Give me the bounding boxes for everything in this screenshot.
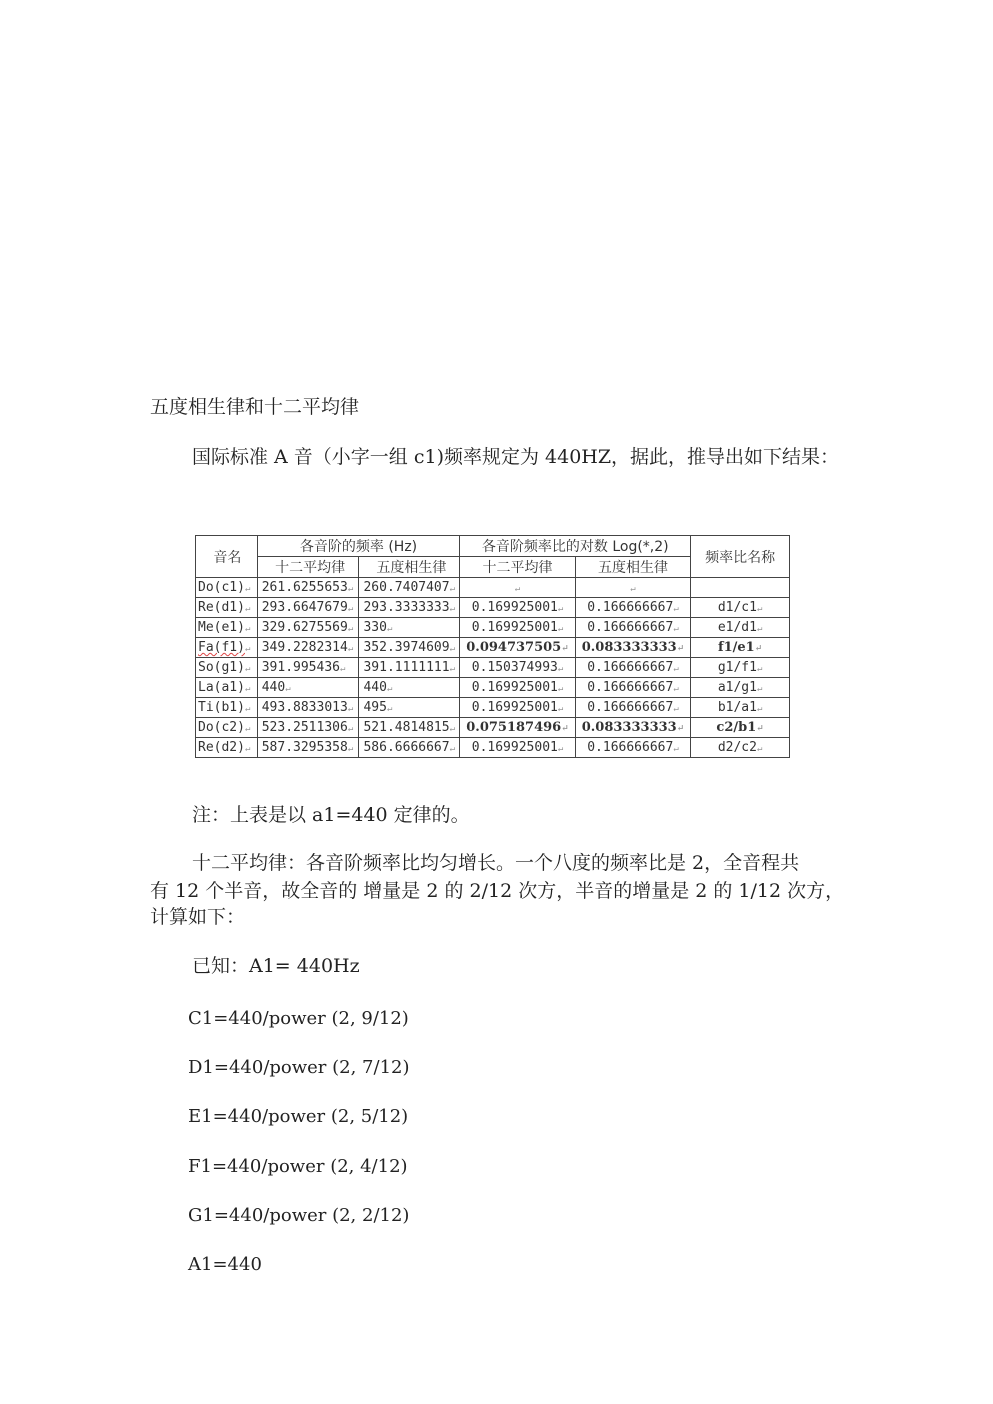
log-pythagorean-cell-text: 0.083333333 <box>581 720 677 735</box>
freq-equal-cell-text: 493.8833013 <box>261 700 348 715</box>
note-name-cell <box>196 678 258 698</box>
paragraph-mark-icon: ↵ <box>673 684 679 694</box>
freq-pythagorean-cell <box>359 718 460 738</box>
note-name-cell <box>196 718 258 738</box>
freq-equal-cell <box>257 618 359 638</box>
paragraph-mark-icon: ↵ <box>557 624 564 634</box>
paragraph-mark-icon: ↵ <box>557 684 564 694</box>
table-row <box>196 718 790 738</box>
freq-equal-cell <box>257 738 359 758</box>
frequency-table <box>195 535 790 758</box>
paragraph-mark-icon: ↵ <box>449 724 455 734</box>
note-name-cell-text: So(g1) <box>198 660 245 675</box>
ratio-name-cell <box>691 658 790 678</box>
freq-equal-cell-text: 391.995436 <box>261 660 340 675</box>
note-name-cell <box>196 578 258 598</box>
log-equal-cell-text: 0.169925001 <box>471 700 558 715</box>
log-pythagorean-cell-text: 0.166666667 <box>587 680 674 695</box>
paragraph-mark-icon: ↵ <box>386 704 393 714</box>
section-title: 五度相生律和十二平均律 <box>150 396 360 418</box>
paragraph-mark-icon: ↵ <box>347 644 354 654</box>
log-equal-cell-text: 0.169925001 <box>471 620 558 635</box>
paragraph-mark-icon: ↵ <box>347 584 354 594</box>
paragraph-mark-icon: ↵ <box>561 724 569 734</box>
freq-equal-cell-text: 349.2282314 <box>261 640 348 655</box>
ratio-name-cell <box>691 678 790 698</box>
table-row <box>196 598 790 618</box>
ratio-name-cell-text: f1/e1 <box>717 640 755 655</box>
paragraph-mark-icon: ↵ <box>557 744 564 754</box>
formula-c1: C1=440/power (2, 9/12) <box>188 1008 409 1029</box>
table-row <box>196 678 790 698</box>
ratio-name-cell-text: c2/b1 <box>716 720 757 735</box>
paragraph-mark-icon: ↵ <box>673 704 679 714</box>
paragraph-mark-icon: ↵ <box>347 604 354 614</box>
paragraph-line-3: 计算如下： <box>150 906 246 928</box>
paragraph-mark-icon: ↵ <box>340 664 346 674</box>
paragraph-mark-icon: ↵ <box>285 684 291 694</box>
log-equal-cell <box>460 698 575 718</box>
paragraph-mark-icon: ↵ <box>244 704 251 714</box>
log-equal-cell-text: 0.075187496 <box>466 720 562 735</box>
header-note-name: 音名 <box>196 536 258 578</box>
note-name-cell <box>196 738 258 758</box>
note-name-cell-text: Me(e1) <box>198 620 245 635</box>
paragraph-line-1: 十二平均律：各音阶频率比均匀增长。一个八度的频率比是 2，全音程共 <box>192 852 800 874</box>
header-log-pythagorean: 五度相生律 <box>575 557 690 578</box>
ratio-name-cell-text: a1/g1 <box>717 680 757 695</box>
paragraph-mark-icon: ↵ <box>756 624 763 634</box>
table-row <box>196 578 790 598</box>
formula-d1: D1=440/power (2, 7/12) <box>188 1057 410 1078</box>
freq-equal-cell <box>257 598 359 618</box>
log-pythagorean-cell <box>575 718 690 738</box>
paragraph-mark-icon: ↵ <box>244 744 251 754</box>
paragraph-mark-icon: ↵ <box>673 744 679 754</box>
freq-pythagorean-cell-text: 586.6666667 <box>363 740 450 755</box>
freq-equal-cell <box>257 678 359 698</box>
formula-e1: E1=440/power (2, 5/12) <box>188 1106 409 1127</box>
header-equal-temperament: 十二平均律 <box>257 557 359 578</box>
table-note: 注：上表是以 a1=440 定律的。 <box>192 804 470 826</box>
formula-f1: F1=440/power (2, 4/12) <box>188 1156 408 1177</box>
note-name-cell <box>196 598 258 618</box>
note-name-cell <box>196 658 258 678</box>
log-pythagorean-cell <box>575 738 690 758</box>
paragraph-mark-icon: ↵ <box>347 744 354 754</box>
ratio-name-cell <box>691 598 790 618</box>
paragraph-mark-icon: ↵ <box>557 704 564 714</box>
log-equal-cell-text: 0.169925001 <box>471 600 558 615</box>
paragraph-mark-icon: ↵ <box>673 624 679 634</box>
header-log-group: 各音阶频率比的对数 Log(*,2) <box>460 536 691 557</box>
paragraph-mark-icon: ↵ <box>386 624 393 634</box>
known-value: 已知：A1= 440Hz <box>192 955 360 977</box>
ratio-name-cell-text: d1/c1 <box>717 600 757 615</box>
log-pythagorean-cell-text: 0.166666667 <box>587 740 674 755</box>
table-row <box>196 638 790 658</box>
intro-paragraph: 国际标准 A 音（小字一组 c1)频率规定为 440HZ，据此，推导出如下结果： <box>192 446 840 468</box>
paragraph-mark-icon: ↵ <box>756 704 763 714</box>
log-pythagorean-cell <box>575 638 690 658</box>
log-pythagorean-cell-text: 0.166666667 <box>587 700 674 715</box>
ratio-name-cell <box>691 578 790 598</box>
note-name-cell-text: Do(c2) <box>198 720 245 735</box>
log-pythagorean-cell-text: 0.083333333 <box>581 640 677 655</box>
formula-g1: G1=440/power (2, 2/12) <box>188 1205 410 1226</box>
ratio-name-cell <box>691 618 790 638</box>
note-name-cell-text: Ti(b1) <box>198 700 245 715</box>
freq-equal-cell <box>257 578 359 598</box>
paragraph-mark-icon: ↵ <box>756 604 763 614</box>
log-equal-cell-text: 0.169925001 <box>471 740 558 755</box>
table-row <box>196 698 790 718</box>
note-name-cell <box>196 698 258 718</box>
freq-pythagorean-cell <box>359 738 460 758</box>
freq-equal-cell <box>257 718 359 738</box>
paragraph-mark-icon: ↵ <box>244 664 251 674</box>
freq-pythagorean-cell-text: 440 <box>363 680 387 695</box>
log-equal-cell-text: 0.094737505 <box>466 640 562 655</box>
freq-pythagorean-cell <box>359 678 460 698</box>
paragraph-mark-icon: ↵ <box>557 604 564 614</box>
paragraph-mark-icon: ↵ <box>449 644 455 654</box>
freq-pythagorean-cell-text: 521.4814815 <box>363 720 450 735</box>
header-frequency-group: 各音阶的频率 (Hz) <box>257 536 460 557</box>
log-equal-cell-text: 0.169925001 <box>471 680 558 695</box>
log-pythagorean-cell <box>575 658 690 678</box>
paragraph-mark-icon: ↵ <box>347 624 354 634</box>
log-pythagorean-cell-text: 0.166666667 <box>587 600 674 615</box>
note-name-cell-text: La(a1) <box>198 680 245 695</box>
ratio-name-cell-text: e1/d1 <box>717 620 757 635</box>
log-pythagorean-cell <box>575 578 690 598</box>
freq-equal-cell <box>257 638 359 658</box>
log-equal-cell <box>460 598 575 618</box>
freq-equal-cell-text: 261.6255653 <box>261 580 348 595</box>
ratio-name-cell <box>691 738 790 758</box>
log-pythagorean-cell <box>575 678 690 698</box>
log-pythagorean-cell-text: 0.166666667 <box>587 660 674 675</box>
log-pythagorean-cell <box>575 698 690 718</box>
paragraph-mark-icon: ↵ <box>386 684 393 694</box>
log-equal-cell-text: 0.150374993 <box>471 660 558 675</box>
paragraph-mark-icon: ↵ <box>244 584 251 594</box>
log-equal-cell <box>460 718 575 738</box>
freq-pythagorean-cell-text: 352.3974609 <box>363 640 450 655</box>
ratio-name-cell <box>691 698 790 718</box>
freq-equal-cell-text: 523.2511306 <box>261 720 348 735</box>
paragraph-mark-icon: ↵ <box>630 584 636 594</box>
freq-pythagorean-cell-text: 260.7407407 <box>363 580 450 595</box>
paragraph-mark-icon: ↵ <box>449 604 455 614</box>
freq-pythagorean-cell-text: 293.3333333 <box>363 600 450 615</box>
log-equal-cell <box>460 578 575 598</box>
log-pythagorean-cell <box>575 598 690 618</box>
paragraph-mark-icon: ↵ <box>673 664 679 674</box>
freq-pythagorean-cell <box>359 618 460 638</box>
header-ratio-name: 频率比名称 <box>691 536 790 578</box>
paragraph-mark-icon: ↵ <box>756 744 763 754</box>
paragraph-mark-icon: ↵ <box>449 744 455 754</box>
frequency-table-image <box>195 514 790 764</box>
paragraph-mark-icon: ↵ <box>756 684 763 694</box>
paragraph-mark-icon: ↵ <box>244 724 251 734</box>
paragraph-mark-icon: ↵ <box>561 644 569 654</box>
note-name-cell <box>196 638 258 658</box>
paragraph-line-2: 有 12 个半音，故全音的 增量是 2 的 2/12 次方，半音的增量是 2 的 1/12 次方， <box>150 880 845 902</box>
log-equal-cell <box>460 738 575 758</box>
paragraph-mark-icon: ↵ <box>756 664 763 674</box>
ratio-name-cell <box>691 718 790 738</box>
log-pythagorean-cell <box>575 618 690 638</box>
freq-equal-cell <box>257 658 359 678</box>
note-name-cell-text: Re(d1) <box>198 600 245 615</box>
freq-equal-cell-text: 293.6647679 <box>261 600 348 615</box>
freq-equal-cell-text: 587.3295358 <box>261 740 348 755</box>
freq-pythagorean-cell <box>359 698 460 718</box>
freq-pythagorean-cell <box>359 578 460 598</box>
note-name-cell-text: Do(c1) <box>198 580 245 595</box>
freq-equal-cell-text: 440 <box>261 680 286 695</box>
log-pythagorean-cell-text: 0.166666667 <box>587 620 674 635</box>
log-equal-cell <box>460 618 575 638</box>
ratio-name-cell <box>691 638 790 658</box>
freq-equal-cell-text: 329.6275569 <box>261 620 348 635</box>
freq-pythagorean-cell <box>359 658 460 678</box>
note-name-cell <box>196 618 258 638</box>
header-log-equal: 十二平均律 <box>460 557 575 578</box>
formula-a1: A1=440 <box>188 1254 262 1275</box>
paragraph-mark-icon: ↵ <box>244 604 251 614</box>
ratio-name-cell-text: b1/a1 <box>717 700 757 715</box>
cropped-header-remnant <box>195 514 790 534</box>
freq-pythagorean-cell-text: 391.1111111 <box>363 660 450 675</box>
paragraph-mark-icon: ↵ <box>676 644 685 654</box>
note-name-cell-text: Fa(f1) <box>198 640 245 655</box>
log-equal-cell <box>460 678 575 698</box>
ratio-name-cell-text: d2/c2 <box>717 740 757 755</box>
paragraph-mark-icon: ↵ <box>557 664 564 674</box>
freq-pythagorean-cell <box>359 638 460 658</box>
paragraph-mark-icon: ↵ <box>514 584 521 594</box>
paragraph-mark-icon: ↵ <box>756 724 764 734</box>
paragraph-mark-icon: ↵ <box>347 704 354 714</box>
paragraph-mark-icon: ↵ <box>244 644 251 654</box>
paragraph-mark-icon: ↵ <box>347 724 354 734</box>
paragraph-mark-icon: ↵ <box>244 684 251 694</box>
paragraph-mark-icon: ↵ <box>449 584 455 594</box>
freq-pythagorean-cell-text: 330 <box>363 620 387 635</box>
paragraph-mark-icon: ↵ <box>244 624 251 634</box>
paragraph-mark-icon: ↵ <box>676 724 685 734</box>
note-name-cell-text: Re(d2) <box>198 740 245 755</box>
freq-equal-cell <box>257 698 359 718</box>
log-equal-cell <box>460 638 575 658</box>
ratio-name-cell-text: g1/f1 <box>717 660 757 675</box>
header-pythagorean: 五度相生律 <box>359 557 460 578</box>
paragraph-mark-icon: ↵ <box>673 604 679 614</box>
freq-pythagorean-cell-text: 495 <box>363 700 387 715</box>
freq-pythagorean-cell <box>359 598 460 618</box>
table-row <box>196 618 790 638</box>
paragraph-mark-icon: ↵ <box>754 644 763 654</box>
paragraph-mark-icon: ↵ <box>449 664 455 674</box>
table-row <box>196 738 790 758</box>
table-row <box>196 658 790 678</box>
log-equal-cell <box>460 658 575 678</box>
